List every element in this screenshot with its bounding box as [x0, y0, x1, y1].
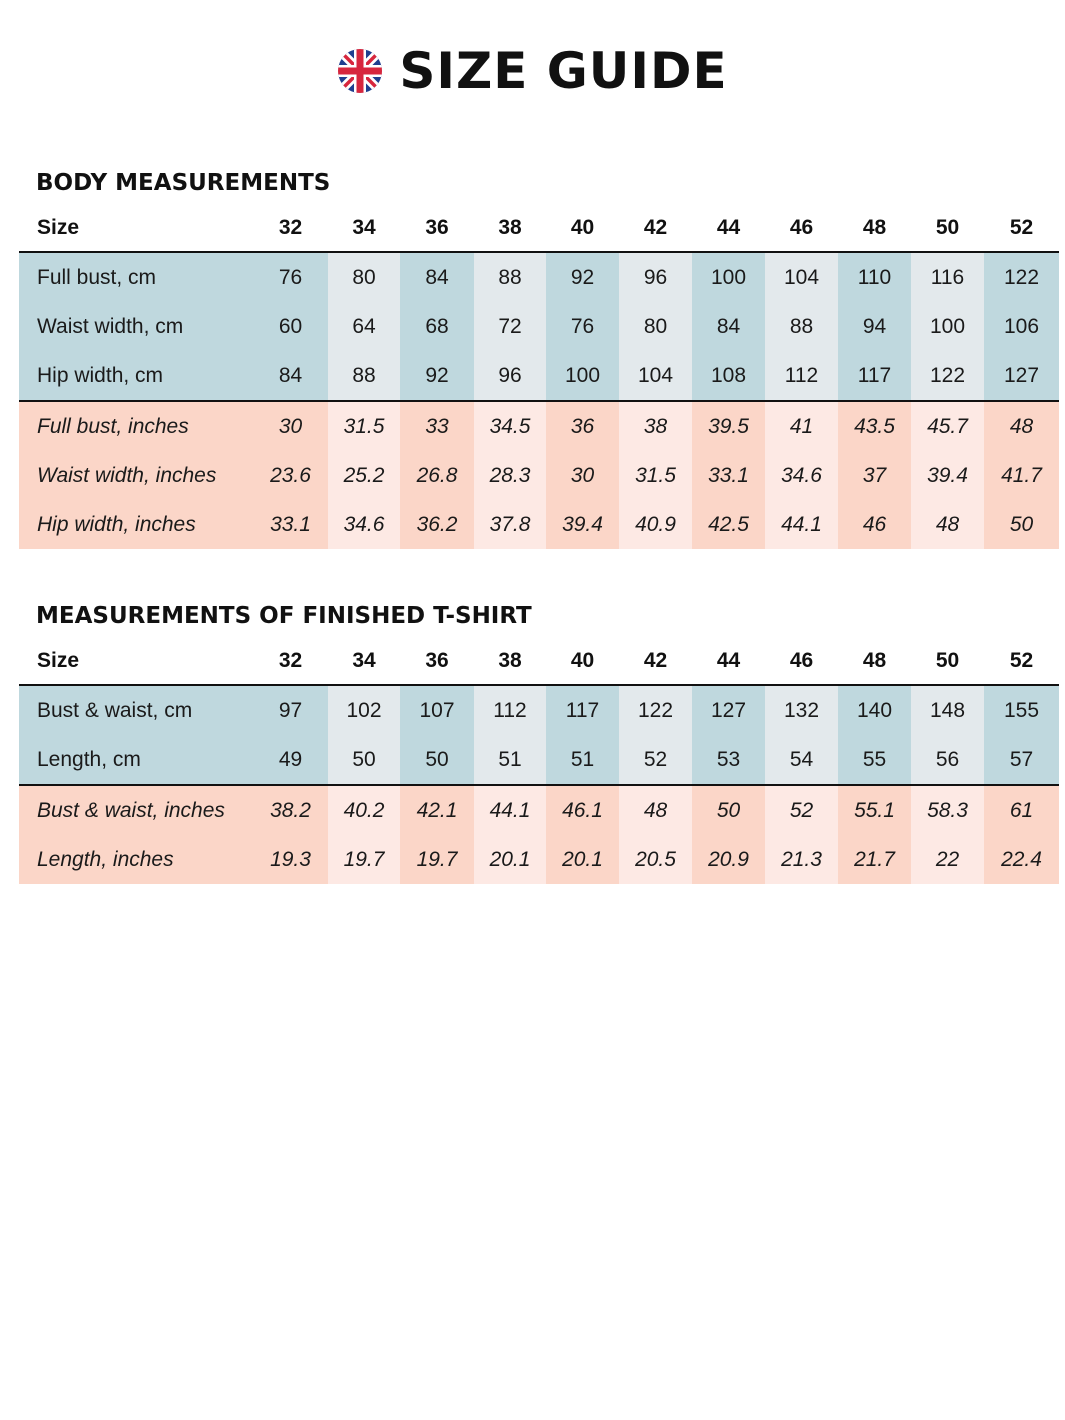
page-header — [0, 40, 1065, 102]
body-cell: 117 — [838, 351, 911, 401]
body-cell: 96 — [619, 252, 692, 302]
table-row — [19, 500, 1059, 549]
uk-flag-icon — [337, 48, 383, 94]
tshirt-size-label: Size — [37, 649, 80, 672]
tshirt-cell: 51 — [474, 735, 546, 785]
tshirt-cell: 20.5 — [619, 835, 692, 884]
body-row-label: Hip width, cm — [19, 351, 253, 401]
tshirt-cell: 21.7 — [838, 835, 911, 884]
tshirt-size-header: 52 — [1009, 649, 1034, 672]
table-row — [19, 401, 1059, 451]
tshirt-size-header: 34 — [352, 649, 376, 672]
tshirt-size-header: 40 — [570, 649, 595, 672]
tshirt-cell: 58.3 — [911, 785, 984, 835]
body-cell: 37 — [838, 451, 911, 500]
tshirt-row-label: Bust & waist, inches — [19, 785, 253, 835]
body-cell: 116 — [911, 252, 984, 302]
tshirt-cell: 51 — [546, 735, 619, 785]
tshirt-cell: 107 — [400, 685, 474, 735]
body-cell: 45.7 — [911, 401, 984, 451]
tshirt-cell: 50 — [692, 785, 765, 835]
body-cell: 100 — [546, 351, 619, 401]
tshirt-cell: 122 — [619, 685, 692, 735]
tshirt-measurements-title: MEASUREMENTS OF FINISHED T-SHIRT — [36, 603, 532, 629]
tshirt-cell: 19.3 — [253, 835, 328, 884]
table-row — [19, 735, 1059, 785]
body-cell: 84 — [692, 302, 765, 351]
body-cell: 84 — [253, 351, 328, 401]
tshirt-cell: 102 — [328, 685, 400, 735]
body-size-header: 32 — [278, 216, 303, 239]
page-title: SIZE GUIDE — [399, 42, 728, 100]
tshirt-size-header: 42 — [643, 649, 668, 672]
body-cell: 84 — [400, 252, 474, 302]
body-cell: 43.5 — [838, 401, 911, 451]
tshirt-size-header: 36 — [425, 649, 449, 672]
body-cell: 106 — [984, 302, 1059, 351]
tshirt-size-header: 46 — [789, 649, 814, 672]
body-cell: 30 — [546, 451, 619, 500]
body-cell: 108 — [692, 351, 765, 401]
tshirt-cell: 49 — [253, 735, 328, 785]
body-cell: 39.5 — [692, 401, 765, 451]
body-cell: 44.1 — [765, 500, 838, 549]
body-size-label: Size — [37, 216, 80, 239]
body-cell: 88 — [765, 302, 838, 351]
body-cell: 42.5 — [692, 500, 765, 549]
tshirt-cell: 54 — [765, 735, 838, 785]
body-size-header: 50 — [935, 216, 960, 239]
tshirt-cell: 48 — [619, 785, 692, 835]
tshirt-cell: 20.1 — [546, 835, 619, 884]
body-cell: 100 — [911, 302, 984, 351]
body-row-label: Full bust, cm — [19, 252, 253, 302]
body-cell: 122 — [911, 351, 984, 401]
tshirt-cell: 21.3 — [765, 835, 838, 884]
body-cell: 46 — [838, 500, 911, 549]
body-measurements-title: BODY MEASUREMENTS — [36, 170, 331, 196]
tshirt-size-header: 38 — [498, 649, 522, 672]
body-cell: 33.1 — [253, 500, 328, 549]
body-cell: 36.2 — [400, 500, 474, 549]
body-cell: 48 — [984, 401, 1059, 451]
tshirt-cell: 112 — [474, 685, 546, 735]
tshirt-cell: 42.1 — [400, 785, 474, 835]
body-cell: 80 — [619, 302, 692, 351]
body-cell: 38 — [619, 401, 692, 451]
body-cell: 34.6 — [765, 451, 838, 500]
tshirt-cell: 22 — [911, 835, 984, 884]
body-cell: 23.6 — [253, 451, 328, 500]
tshirt-cell: 57 — [984, 735, 1059, 785]
tshirt-cell: 61 — [984, 785, 1059, 835]
tshirt-cell: 55 — [838, 735, 911, 785]
body-row-label: Hip width, inches — [19, 500, 253, 549]
tshirt-cell: 22.4 — [984, 835, 1059, 884]
body-row-label: Full bust, inches — [19, 401, 253, 451]
tshirt-size-header: 48 — [862, 649, 887, 672]
tshirt-cell: 20.1 — [474, 835, 546, 884]
tshirt-cell: 40.2 — [328, 785, 400, 835]
body-cell: 33.1 — [692, 451, 765, 500]
tshirt-cell: 52 — [619, 735, 692, 785]
body-cell: 104 — [619, 351, 692, 401]
tshirt-cell: 46.1 — [546, 785, 619, 835]
body-cell: 39.4 — [911, 451, 984, 500]
body-cell: 50 — [984, 500, 1059, 549]
body-cell: 127 — [984, 351, 1059, 401]
tshirt-cell: 19.7 — [328, 835, 400, 884]
tshirt-cell: 155 — [984, 685, 1059, 735]
body-cell: 40.9 — [619, 500, 692, 549]
body-cell: 112 — [765, 351, 838, 401]
body-cell: 92 — [546, 252, 619, 302]
body-cell: 68 — [400, 302, 474, 351]
body-cell: 30 — [253, 401, 328, 451]
body-cell: 60 — [253, 302, 328, 351]
tshirt-cell: 117 — [546, 685, 619, 735]
body-cell: 41 — [765, 401, 838, 451]
tshirt-cell: 127 — [692, 685, 765, 735]
body-cell: 76 — [253, 252, 328, 302]
body-cell: 25.2 — [328, 451, 400, 500]
body-cell: 37.8 — [474, 500, 546, 549]
body-cell: 48 — [911, 500, 984, 549]
tshirt-row-label: Length, inches — [19, 835, 253, 884]
body-size-header: 48 — [862, 216, 887, 239]
tshirt-cell: 53 — [692, 735, 765, 785]
tshirt-cell: 140 — [838, 685, 911, 735]
table-row — [19, 252, 1059, 302]
body-cell: 31.5 — [328, 401, 400, 451]
body-cell: 33 — [400, 401, 474, 451]
tshirt-cell: 44.1 — [474, 785, 546, 835]
body-cell: 36 — [546, 401, 619, 451]
tshirt-cell: 148 — [911, 685, 984, 735]
tshirt-measurements-table — [19, 638, 1059, 884]
body-size-header: 34 — [352, 216, 376, 239]
body-cell: 76 — [546, 302, 619, 351]
body-cell: 41.7 — [984, 451, 1059, 500]
body-size-header: 42 — [643, 216, 668, 239]
body-cell: 28.3 — [474, 451, 546, 500]
tshirt-cell: 19.7 — [400, 835, 474, 884]
body-measurements-table — [19, 205, 1059, 549]
body-size-header: 46 — [789, 216, 814, 239]
tshirt-cell: 20.9 — [692, 835, 765, 884]
body-cell: 34.5 — [474, 401, 546, 451]
body-cell: 122 — [984, 252, 1059, 302]
body-cell: 80 — [328, 252, 400, 302]
body-size-header: 52 — [1009, 216, 1034, 239]
table-row — [19, 685, 1059, 735]
body-cell: 72 — [474, 302, 546, 351]
body-cell: 34.6 — [328, 500, 400, 549]
body-cell: 104 — [765, 252, 838, 302]
body-cell: 94 — [838, 302, 911, 351]
tshirt-cell: 50 — [400, 735, 474, 785]
tshirt-cell: 55.1 — [838, 785, 911, 835]
table-row — [19, 302, 1059, 351]
table-row — [19, 785, 1059, 835]
tshirt-row-label: Bust & waist, cm — [19, 685, 253, 735]
body-cell: 64 — [328, 302, 400, 351]
body-cell: 88 — [328, 351, 400, 401]
tshirt-cell: 50 — [328, 735, 400, 785]
body-row-label: Waist width, cm — [19, 302, 253, 351]
body-cell: 26.8 — [400, 451, 474, 500]
body-size-header: 38 — [498, 216, 522, 239]
body-cell: 31.5 — [619, 451, 692, 500]
body-header-row — [19, 205, 1059, 252]
body-cell: 110 — [838, 252, 911, 302]
body-size-header: 36 — [425, 216, 449, 239]
table-row — [19, 835, 1059, 884]
tshirt-cell: 56 — [911, 735, 984, 785]
tshirt-size-header: 50 — [935, 649, 960, 672]
body-cell: 96 — [474, 351, 546, 401]
tshirt-size-header: 44 — [716, 649, 741, 672]
tshirt-size-header: 32 — [278, 649, 303, 672]
tshirt-row-label: Length, cm — [19, 735, 253, 785]
tshirt-cell: 38.2 — [253, 785, 328, 835]
body-row-label: Waist width, inches — [19, 451, 253, 500]
tshirt-cell: 52 — [765, 785, 838, 835]
body-cell: 39.4 — [546, 500, 619, 549]
table-row — [19, 451, 1059, 500]
body-size-header: 40 — [570, 216, 595, 239]
body-cell: 88 — [474, 252, 546, 302]
table-row — [19, 351, 1059, 401]
tshirt-cell: 97 — [253, 685, 328, 735]
tshirt-cell: 132 — [765, 685, 838, 735]
body-cell: 92 — [400, 351, 474, 401]
body-cell: 100 — [692, 252, 765, 302]
body-size-header: 44 — [716, 216, 741, 239]
tshirt-header-row — [19, 638, 1059, 685]
